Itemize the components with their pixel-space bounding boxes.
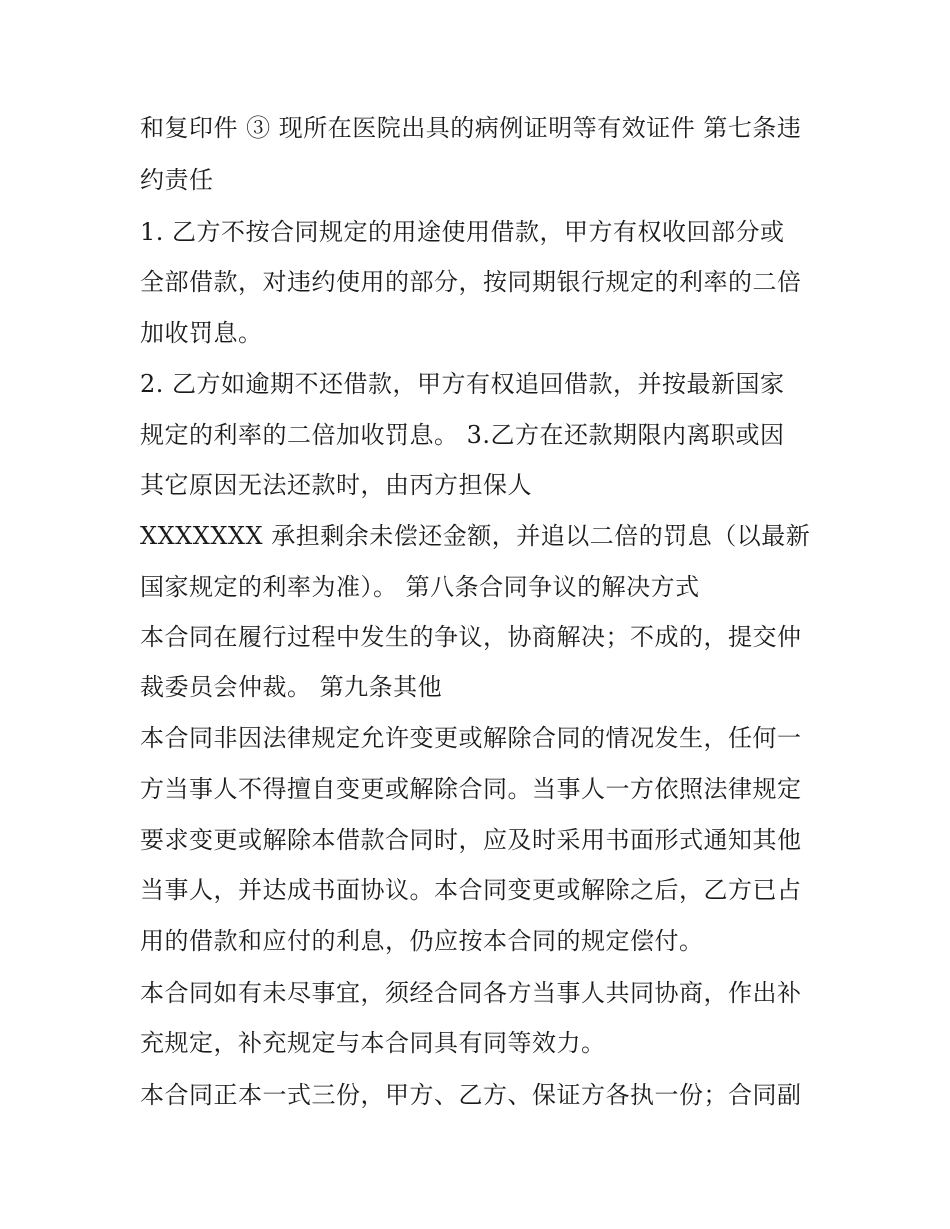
- text-line: 全部借款，对违约使用的部分，按同期银行规定的利率的二倍: [140, 268, 802, 296]
- text-line: 本合同在履行过程中发生的争议，协商解决；不成的，提交仲: [140, 623, 802, 651]
- text-line: 和复印件 ③ 现所在医院出具的病例证明等有效证件 第七条违: [140, 114, 802, 142]
- text-line: 当事人，并达成书面协议。本合同变更或解除之后，乙方已占: [140, 876, 802, 904]
- text-line: 要求变更或解除本借款合同时，应及时采用书面形式通知其他: [140, 826, 802, 854]
- text-line: 充规定，补充规定与本合同具有同等效力。: [140, 1029, 606, 1057]
- text-line: 裁委员会仲裁。 第九条其他: [140, 673, 443, 701]
- text-line: 1. 乙方不按合同规定的用途使用借款，甲方有权收回部分或: [140, 218, 785, 246]
- text-line: 规定的利率的二倍加收罚息。 3.乙方在还款期限内离职或因: [140, 421, 785, 449]
- text-line: 约责任: [140, 166, 214, 194]
- text-line: 其它原因无法还款时，由丙方担保人: [140, 471, 532, 499]
- text-line: 2. 乙方如逾期不还借款，甲方有权追回借款，并按最新国家: [140, 370, 785, 398]
- text-line: XXXXXXX 承担剩余未偿还金额，并追以二倍的罚息（以最新: [140, 522, 811, 550]
- text-line: 方当事人不得擅自变更或解除合同。当事人一方依照法律规定: [140, 775, 802, 803]
- text-line: 本合同非因法律规定允许变更或解除合同的情况发生，任何一: [140, 724, 802, 752]
- text-line: 国家规定的利率为准）。 第八条合同争议的解决方式: [140, 573, 700, 601]
- text-line: 用的借款和应付的利息，仍应按本合同的规定偿付。: [140, 927, 704, 955]
- text-line: 本合同如有未尽事宜，须经合同各方当事人共同协商，作出补: [140, 979, 802, 1007]
- text-line: 加收罚息。: [140, 319, 263, 347]
- text-line: 本合同正本一式三份，甲方、乙方、保证方各执一份；合同副: [140, 1081, 802, 1109]
